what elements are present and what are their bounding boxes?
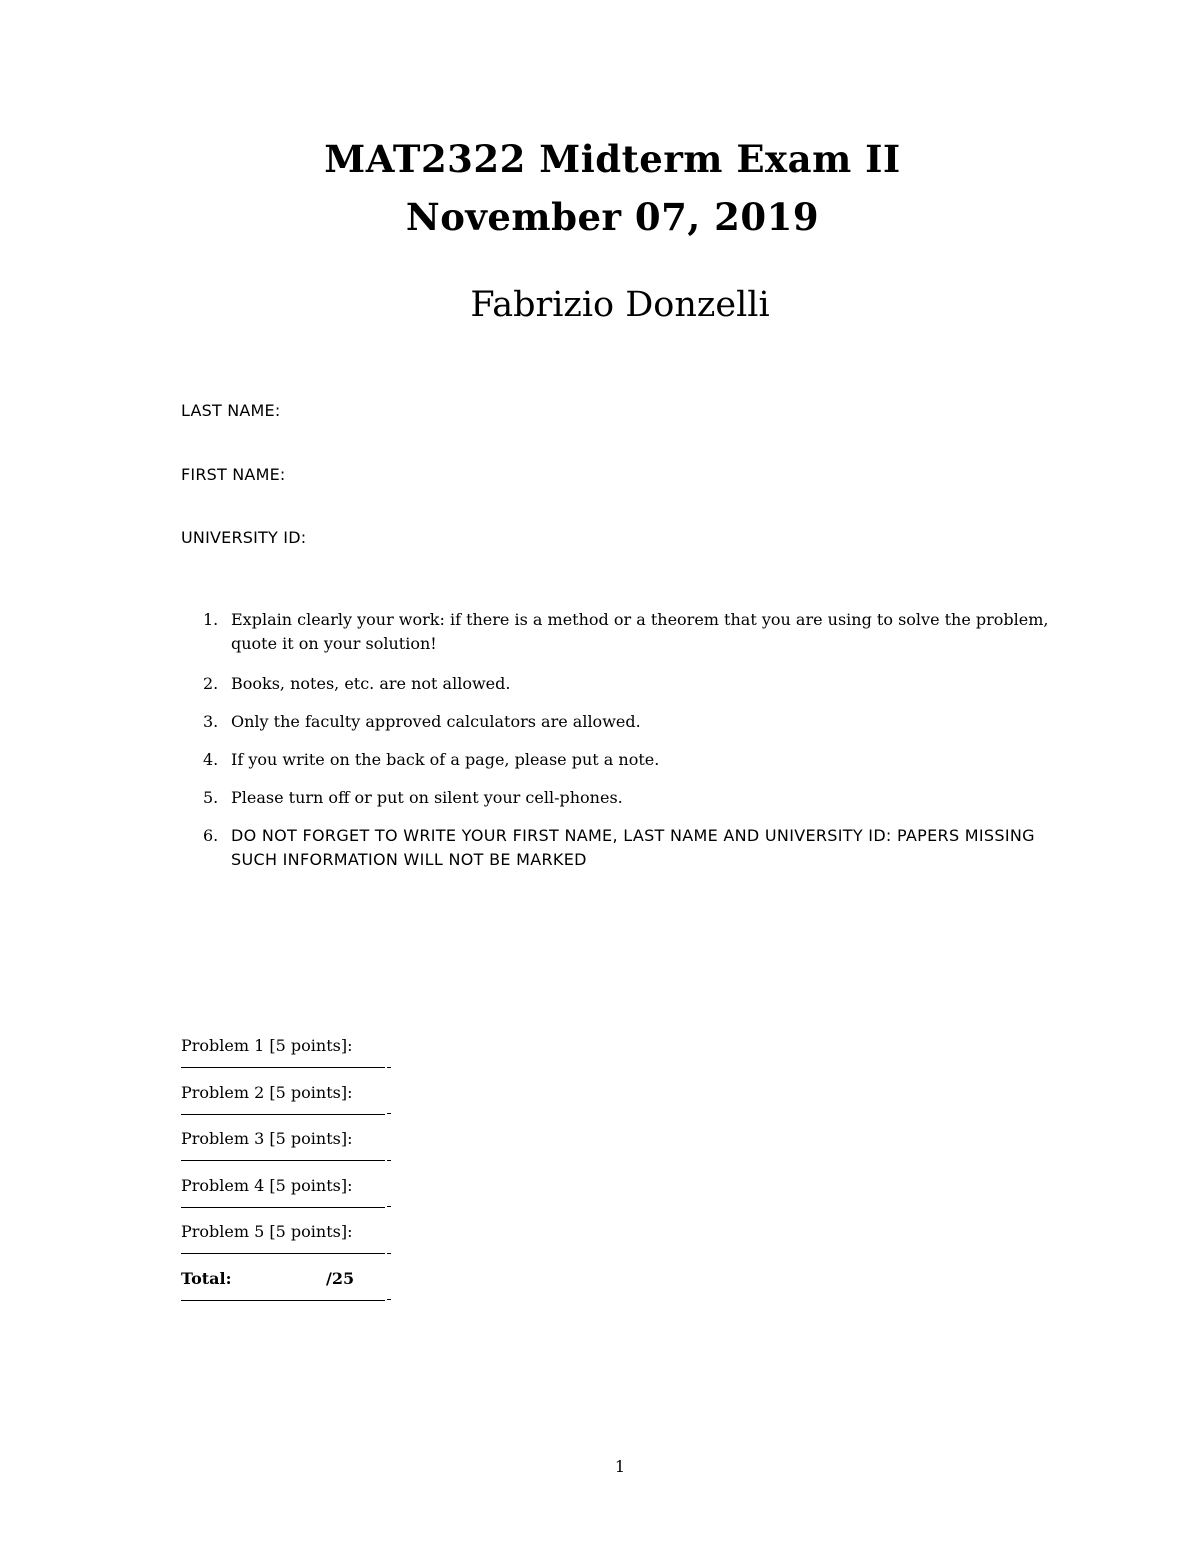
score-rule [181,1300,385,1302]
instruction-text: DO NOT FORGET TO WRITE YOUR FIRST NAME, LAST NAME AND UNIVERSITY ID: PAPERS MISSING SUCH INFORMATION WILL NOT BE MARKED [231,826,1035,869]
instruction-number: 3. [203,712,219,731]
problem-label: Problem 2 [5 points]: [181,1082,353,1102]
instruction-item [181,672,1063,696]
author-name: Fabrizio Donzelli [470,285,770,325]
exam-date: November 07, 2019 [405,195,820,239]
instructions-list [181,608,1063,886]
page-number: 1 [614,1457,626,1476]
instruction-item [181,824,1063,872]
problem-label: Problem 3 [5 points]: [181,1129,353,1148]
instruction-number: 5. [203,788,219,807]
score-table [181,1034,441,1313]
instruction-text: Only the faculty approved calculators are allowed. [231,712,641,731]
exam-title: MAT2322 Midterm Exam II [324,137,901,181]
score-row [181,1174,441,1221]
score-row [181,1034,441,1081]
score-row [181,1220,441,1267]
instruction-item [181,710,1063,734]
total-row [181,1267,441,1314]
instruction-number: 2. [203,674,219,693]
problem-label: Problem 5 [5 points]: [181,1222,353,1241]
title-block [0,130,1200,246]
score-rule [181,1160,385,1162]
score-rule [181,1067,385,1069]
total-label: Total: [181,1268,232,1288]
instruction-item [181,608,1063,656]
score-rule [181,1253,385,1255]
problem-label: Problem 4 [5 points]: [181,1175,353,1195]
score-row [181,1081,441,1128]
instruction-text: Explain clearly your work: if there is a method or a theorem that you are using to solve the problem, quote it on your solution! [231,610,1049,653]
university-id-field: UNIVERSITY ID: [181,528,307,547]
problem-label: Problem 1 [5 points]: [181,1036,353,1055]
instruction-text: If you write on the back of a page, please put a note. [231,750,660,769]
instruction-number: 1. [203,610,219,629]
score-row [181,1127,441,1174]
instruction-number: 4. [203,750,219,769]
score-rule [181,1207,385,1209]
first-name-field: FIRST NAME: [181,465,286,484]
instruction-text: Please turn off or put on silent your cell-phones. [231,788,623,807]
instruction-item [181,786,1063,810]
total-value: /25 [326,1268,355,1288]
last-name-field: LAST NAME: [181,401,281,420]
instruction-item [181,748,1063,772]
instruction-text: Books, notes, etc. are not allowed. [231,674,511,693]
instruction-number: 6. [203,826,219,845]
score-rule [181,1114,385,1116]
